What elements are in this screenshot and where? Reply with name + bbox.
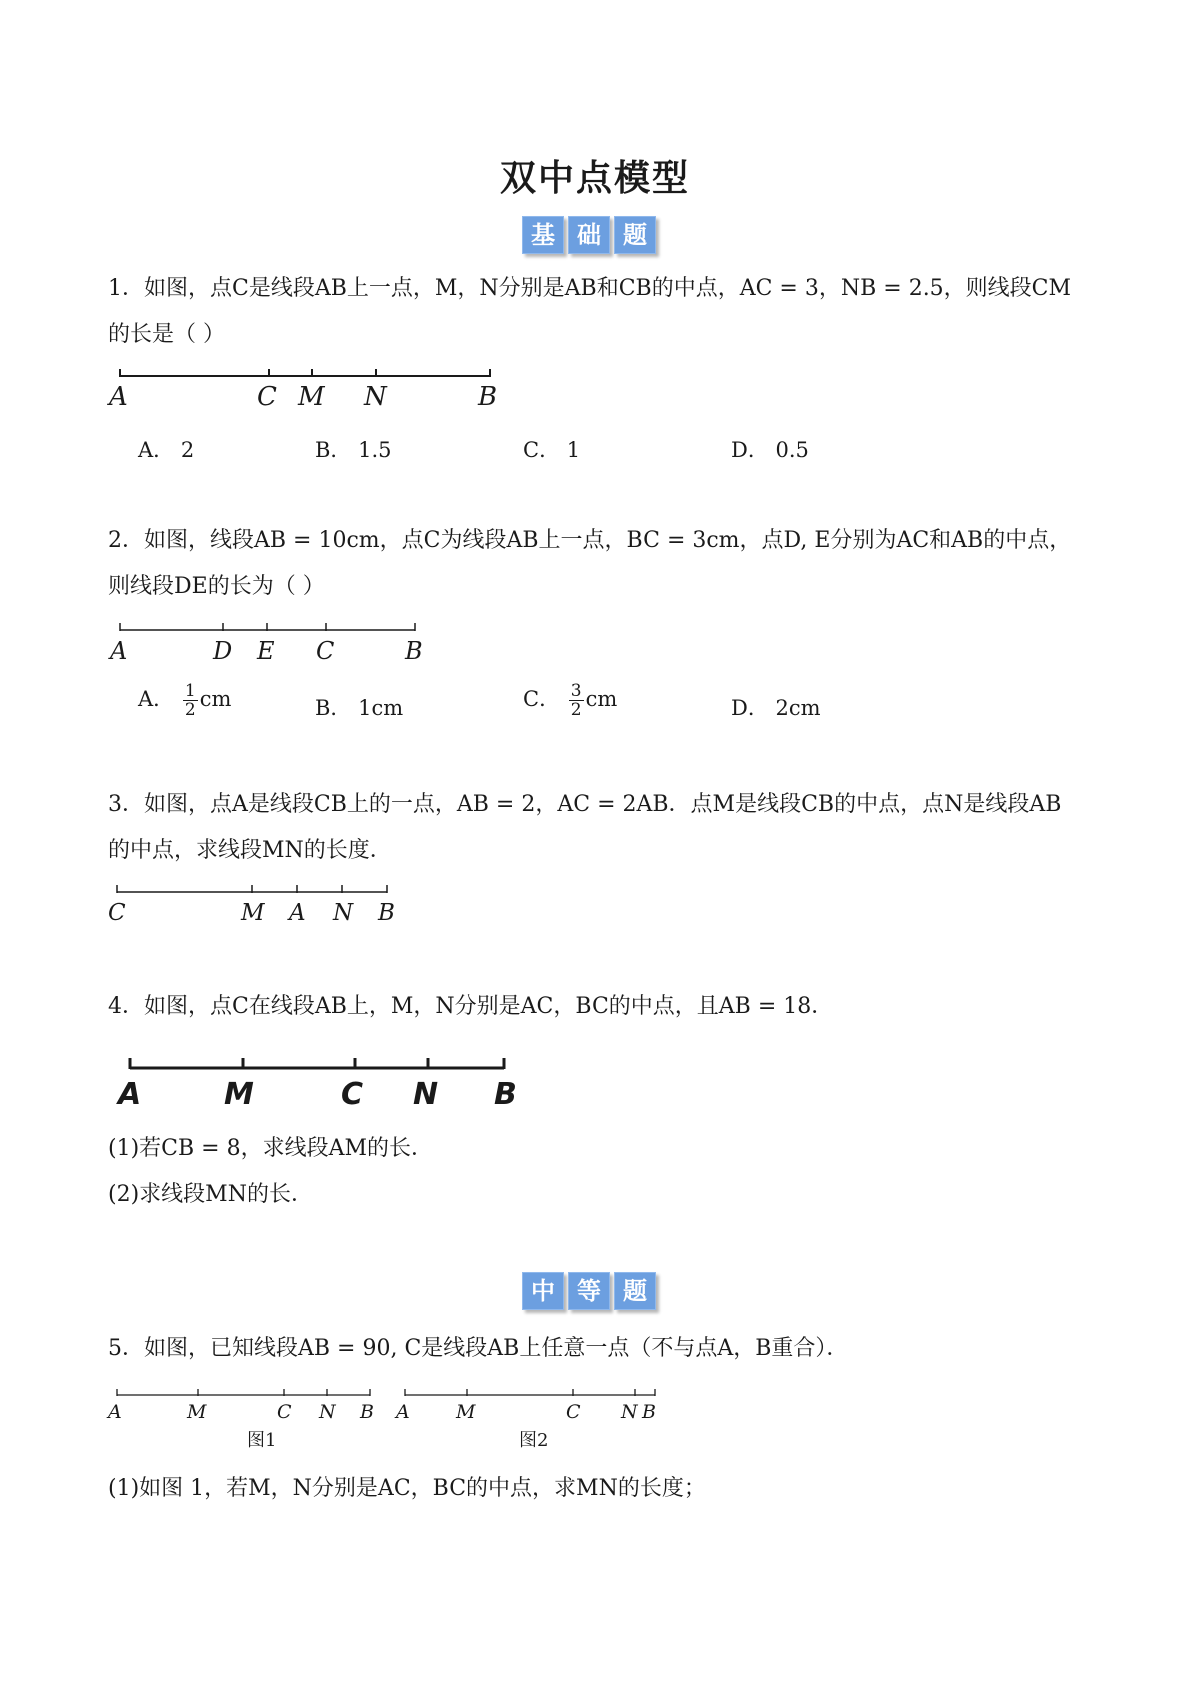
denominator: 2 <box>184 700 196 720</box>
numerator: 3 <box>570 681 582 701</box>
q4-subquestion-2: (2)求线段MN的长． <box>108 1182 313 1207</box>
point-label: D <box>213 637 233 665</box>
unit: cm <box>199 687 232 711</box>
q2-figure <box>105 618 425 672</box>
badge-char: 中 <box>522 1272 564 1310</box>
option-prefix: C． <box>523 687 561 711</box>
section-badge-basic <box>522 216 656 254</box>
q3-text-line1: 3．如图，点A是线段CB上的一点，AB = 2，AC = 2AB．点M是线段CB的中点，点N是线段AB <box>108 792 1062 817</box>
badge-char: 题 <box>614 1272 656 1310</box>
q3-figure <box>105 880 405 932</box>
fraction <box>183 682 198 719</box>
q1-text-line2: 的长是（ ） <box>108 322 225 347</box>
q2-option-d: D． 2cm <box>731 696 821 720</box>
q2-text-line2: 则线段DE的长为（ ） <box>108 574 325 599</box>
point-label: C <box>277 1401 292 1423</box>
badge-char: 题 <box>614 216 656 254</box>
point-label: B <box>494 1077 517 1112</box>
point-label: A <box>396 1401 410 1423</box>
q5-figures <box>105 1384 665 1470</box>
q2-option-b: B． 1cm <box>315 696 404 720</box>
point-label: A <box>108 1401 122 1423</box>
badge-char: 础 <box>568 216 610 254</box>
q2-text-line1: 2．如图，线段AB = 10cm，点C为线段AB上一点，BC = 3cm，点D, E分别为AC和AB的中点， <box>108 528 1072 553</box>
q3-text-line2: 的中点，求线段MN的长度． <box>108 838 392 863</box>
q4-figure <box>112 1052 532 1114</box>
point-label: E <box>257 637 275 665</box>
figure-1-caption: 图1 <box>247 1430 277 1451</box>
q5-subquestion-1: (1)如图 1，若M，N分别是AC，BC的中点，求MN的长度； <box>108 1476 706 1501</box>
point-label: A <box>110 637 128 665</box>
q1-figure <box>105 360 505 420</box>
point-label: M <box>298 382 325 412</box>
section-badge-medium <box>522 1272 656 1310</box>
point-label: C <box>257 382 277 412</box>
point-label: N <box>364 382 387 412</box>
numerator: 1 <box>184 681 196 701</box>
q1-text-line1: 1．如图，点C是线段AB上一点，M，N分别是AB和CB的中点，AC = 3，NB = 2.5，则线段CM <box>108 276 1072 301</box>
point-label: C <box>108 900 126 926</box>
badge-char: 等 <box>568 1272 610 1310</box>
point-label: C <box>341 1077 364 1112</box>
page-title: 双中点模型 <box>499 158 690 199</box>
q2-option-a <box>138 682 231 719</box>
point-label: M <box>241 900 265 926</box>
point-label: N <box>333 900 354 926</box>
unit: cm <box>585 687 618 711</box>
badge-char: 基 <box>522 216 564 254</box>
denominator: 2 <box>570 700 582 720</box>
q1-option-a: A． 2 <box>138 438 195 462</box>
point-label: B <box>360 1401 374 1423</box>
q4-subquestion-1: (1)若CB = 8，求线段AM的长． <box>108 1136 433 1161</box>
fraction <box>569 682 584 719</box>
point-label: B <box>378 900 395 926</box>
q5-figure-2 <box>394 1389 656 1423</box>
point-label: A <box>109 382 128 412</box>
option-prefix: A． <box>138 687 175 711</box>
q1-option-d: D． 0.5 <box>731 438 809 462</box>
q1-option-c: C． 1 <box>523 438 581 462</box>
point-label: B <box>642 1401 656 1423</box>
point-label: M <box>456 1401 476 1423</box>
point-label: A <box>289 900 306 926</box>
q5-figure-1 <box>106 1389 374 1423</box>
point-label: B <box>478 382 498 412</box>
point-label: M <box>187 1401 207 1423</box>
q5-text-line1: 5．如图，已知线段AB = 90, C是线段AB上任意一点（不与点A，B重合）． <box>108 1336 849 1361</box>
q1-option-b: B． 1.5 <box>315 438 392 462</box>
q4-text-line1: 4．如图，点C在线段AB上，M，N分别是AC，BC的中点，且AB = 18． <box>108 994 834 1019</box>
point-label: M <box>224 1077 254 1112</box>
point-label: B <box>405 637 423 665</box>
figure-2-caption: 图2 <box>519 1430 549 1451</box>
point-label: N <box>413 1077 439 1112</box>
point-label: C <box>316 637 335 665</box>
point-label: C <box>566 1401 581 1423</box>
q2-option-c <box>523 682 617 719</box>
point-label: N <box>319 1401 336 1423</box>
point-label: N <box>621 1401 638 1423</box>
point-label: A <box>118 1077 142 1112</box>
